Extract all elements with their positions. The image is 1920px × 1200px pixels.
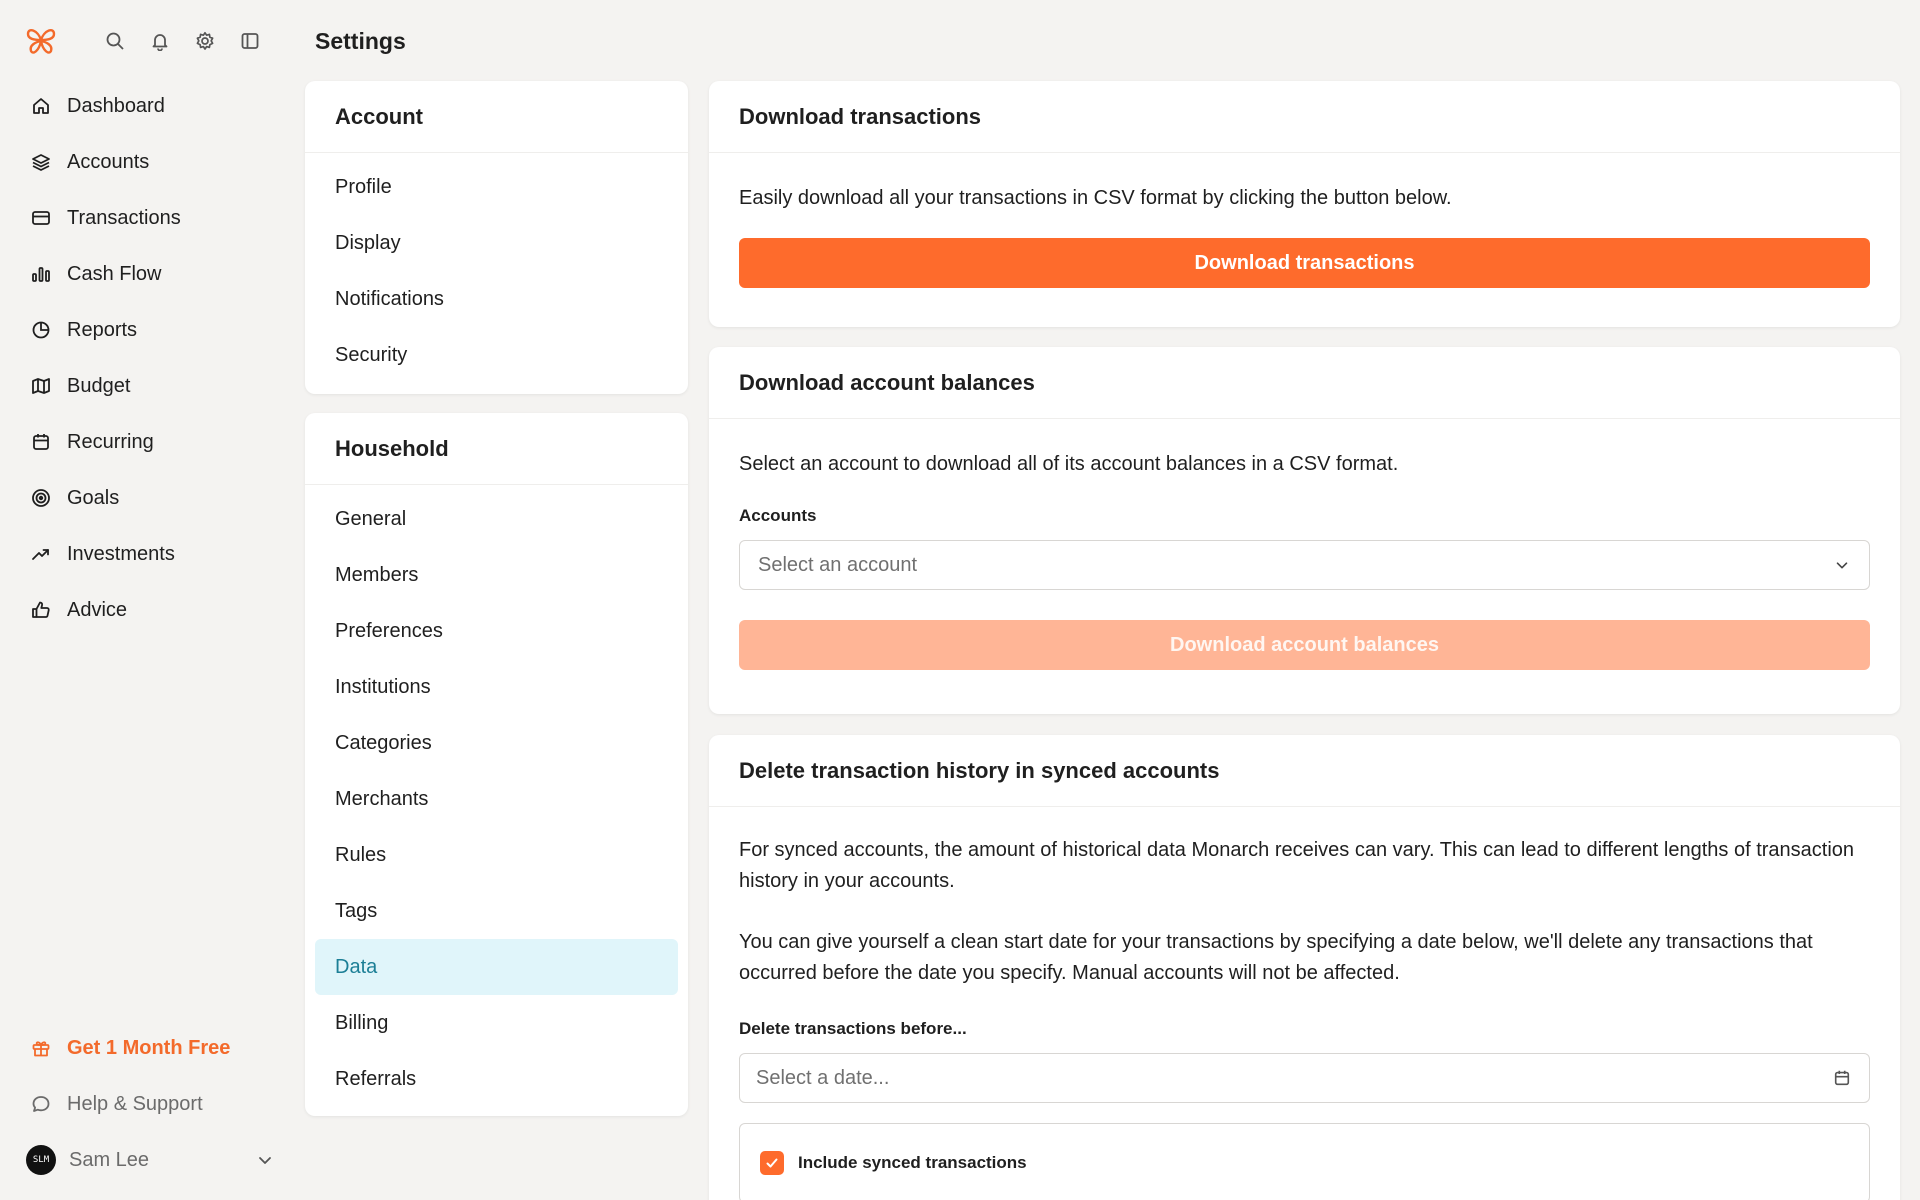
sidebar-item-cash-flow[interactable]: [20, 246, 275, 302]
promo-label: Get 1 Month Free: [67, 1036, 231, 1059]
menu-item-data[interactable]: Data: [315, 939, 678, 995]
menu-item-notifications[interactable]: Notifications: [335, 287, 444, 310]
chevron-down-icon: [255, 1150, 275, 1170]
chat-bubble-icon: [30, 1093, 52, 1115]
sidebar-toggle-icon[interactable]: [239, 30, 260, 52]
chevron-down-icon: [1833, 556, 1851, 574]
sidebar-bottom: [20, 1020, 275, 1188]
help-support-link[interactable]: [20, 1076, 275, 1132]
pie-chart-icon: [30, 319, 52, 341]
gift-icon: [30, 1037, 52, 1059]
account-menu-list: [305, 153, 688, 389]
sidebar-nav: [20, 78, 275, 638]
download-balances-description: Select an account to download all of its account balances in a CSV format.: [739, 453, 1399, 475]
include-synced-panel: [739, 1123, 1870, 1200]
layers-icon: [30, 151, 52, 173]
download-transactions-button[interactable]: Download transactions: [739, 238, 1870, 288]
help-label: Help & Support: [67, 1092, 203, 1115]
sidebar-item-label: Reports: [67, 318, 138, 341]
search-icon[interactable]: [104, 30, 125, 52]
menu-item-billing[interactable]: Billing: [335, 1011, 389, 1034]
sidebar-item-label: Budget: [67, 374, 131, 397]
delete-history-paragraph-2: You can give yourself a clean start date for your transactions by specifying a date below, we'll delete any transactions that occurred before the date you specify. Manual accounts will not be affected.: [739, 931, 1813, 984]
account-heading: Account: [305, 81, 688, 153]
menu-item-security[interactable]: Security: [335, 343, 408, 366]
target-icon: [30, 487, 52, 509]
download-balances-button[interactable]: Download account balances: [739, 620, 1870, 670]
sidebar-item-label: Transactions: [67, 206, 181, 229]
user-name: Sam Lee: [69, 1148, 150, 1171]
calendar-icon: [30, 431, 52, 453]
sidebar-item-label: Dashboard: [67, 94, 165, 117]
sidebar-item-label: Cash Flow: [67, 262, 162, 285]
menu-item-institutions[interactable]: Institutions: [335, 675, 431, 698]
sidebar-item-reports[interactable]: [20, 302, 275, 358]
sidebar-item-label: Goals: [67, 486, 120, 509]
download-balances-title: Download account balances: [709, 347, 1900, 419]
sidebar-item-label: Recurring: [67, 430, 154, 453]
account-select-placeholder: Select an account: [758, 553, 917, 576]
home-icon: [30, 95, 52, 117]
menu-item-categories[interactable]: Categories: [335, 731, 432, 754]
account-settings-card: [305, 81, 688, 394]
date-picker-placeholder: Select a date...: [756, 1066, 890, 1089]
sidebar-item-advice[interactable]: [20, 582, 275, 638]
monarch-logo-icon[interactable]: [24, 24, 58, 58]
bar-chart-icon: [30, 263, 52, 285]
menu-item-merchants[interactable]: Merchants: [335, 787, 429, 810]
sidebar-item-dashboard[interactable]: [20, 78, 275, 134]
delete-history-paragraph-1: For synced accounts, the amount of historical data Monarch receives can vary. This can lead to different lengths of transaction history in your accounts.: [739, 839, 1855, 892]
sidebar-item-investments[interactable]: [20, 526, 275, 582]
menu-item-rules[interactable]: Rules: [335, 843, 387, 866]
delete-date-label: Delete transactions before...: [739, 1019, 967, 1038]
menu-item-profile[interactable]: Profile: [335, 175, 392, 198]
sidebar-item-budget[interactable]: [20, 358, 275, 414]
sidebar-item-label: Investments: [67, 542, 175, 565]
include-synced-checkbox[interactable]: [760, 1151, 784, 1175]
delete-history-title: Delete transaction history in synced accounts: [709, 735, 1900, 807]
accounts-label: Accounts: [739, 506, 817, 525]
trending-up-icon: [30, 543, 52, 565]
menu-item-referrals[interactable]: Referrals: [335, 1067, 417, 1090]
date-picker-input[interactable]: [739, 1053, 1870, 1103]
credit-card-icon: [30, 207, 52, 229]
menu-item-tags[interactable]: Tags: [335, 899, 378, 922]
menu-item-display[interactable]: Display: [335, 231, 401, 254]
household-menu-list: [305, 485, 688, 1113]
account-select[interactable]: [739, 540, 1870, 590]
avatar: SLM: [26, 1145, 56, 1175]
sidebar-item-transactions[interactable]: [20, 190, 275, 246]
map-icon: [30, 375, 52, 397]
sidebar-item-goals[interactable]: [20, 470, 275, 526]
sidebar-item-label: Accounts: [67, 150, 150, 173]
promo-link[interactable]: [20, 1020, 275, 1076]
menu-item-general[interactable]: General: [335, 507, 407, 530]
download-balances-card: [709, 347, 1900, 714]
download-transactions-description: Easily download all your transactions in CSV format by clicking the button below.: [739, 187, 1452, 209]
sidebar-item-recurring[interactable]: [20, 414, 275, 470]
sidebar: [0, 0, 295, 1200]
include-synced-label: Include synced transactions: [798, 1153, 1027, 1172]
menu-item-preferences[interactable]: Preferences: [335, 619, 443, 642]
household-settings-card: [305, 413, 688, 1116]
delete-history-card: [709, 735, 1900, 1200]
bell-icon[interactable]: [149, 30, 170, 52]
calendar-icon[interactable]: [1833, 1069, 1851, 1087]
user-menu[interactable]: [20, 1132, 275, 1188]
sidebar-item-accounts[interactable]: [20, 134, 275, 190]
page-title: Settings: [315, 28, 406, 54]
sidebar-item-label: Advice: [67, 598, 128, 621]
menu-item-members[interactable]: Members: [335, 563, 419, 586]
download-transactions-title: Download transactions: [709, 81, 1900, 153]
thumbs-up-icon: [30, 599, 52, 621]
sidebar-top-bar: [24, 24, 284, 58]
checkmark-icon: [765, 1156, 779, 1170]
gear-icon[interactable]: [194, 30, 215, 52]
household-heading: Household: [305, 413, 688, 485]
download-transactions-card: [709, 81, 1900, 327]
